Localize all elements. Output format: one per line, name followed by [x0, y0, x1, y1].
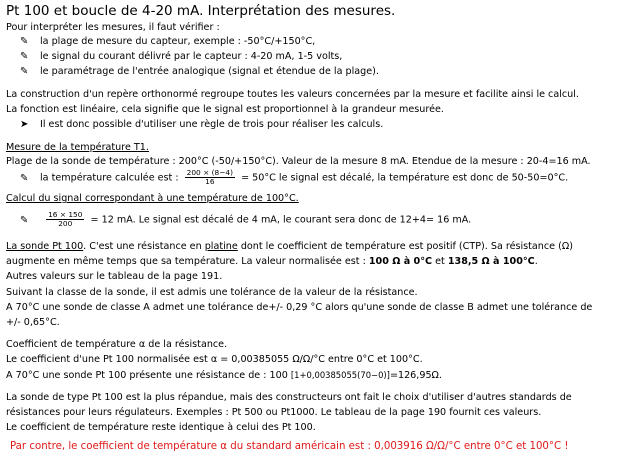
fraction: $\frac{200 \times (8-4)}{16}$: [186, 168, 234, 186]
calcul-line: ✎ $\frac{16 \times 150}{200}$ = 12 mA. Le signal est décalé de 4 mA, le courant sera donc de 12+4= 16 mA.: [20, 210, 472, 228]
check-item: ✎ la plage de mesure du capteur, exemple : -50°C/+150°C,: [20, 36, 316, 47]
sonde-line: Autres valeurs sur le tableau de la page 191.: [6, 271, 223, 282]
calcul-heading: Calcul du signal correspondant à une température de 100°C.: [6, 193, 299, 204]
pencil-check-icon: ✎: [20, 36, 29, 47]
pencil-check-icon: ✎: [20, 172, 29, 184]
type-line: Le coefficient de température reste identique à celui des Pt 100.: [6, 422, 316, 433]
sonde-line: +/- 0,65°C.: [6, 317, 60, 328]
coef-line: Coefficient de température α de la résistance.: [6, 339, 228, 350]
check-item: ✎ le signal du courant délivré par le capteur : 4-20 mA, 1-5 volts,: [20, 51, 343, 62]
warning-text: Par contre, le coefficient de température α du standard américain est : 0,003916 Ω/Ω/°C entre 0°C et 100°C !: [10, 441, 569, 452]
paragraph-line: La construction d'un repère orthonormé regroupe toutes les valeurs concernées par la mesure et facilite ainsi le calcul.: [6, 89, 579, 100]
mesure-line: Plage de la sonde de température : 200°C (-50/+150°C). Valeur de la mesure 8 mA. Etendue de la mesure : 20-4=16 mA.: [6, 156, 591, 167]
arrow-right-icon: ➤: [20, 119, 29, 130]
pencil-check-icon: ✎: [20, 66, 29, 77]
type-line: résistances pour leurs régulateurs. Exemples : Pt 500 ou Pt1000. Le tableau de la page 190 fournit ces valeurs.: [6, 407, 542, 418]
sonde-line: Suivant la classe de la sonde, il est admis une tolérance de la valeur de la résistance.: [6, 287, 418, 298]
sonde-link: La sonde Pt 100: [6, 241, 84, 252]
sonde-line: La sonde Pt 100. C'est une résistance en platine dont le coefficient de température est positif (CTP). Sa résistance (Ω): [6, 241, 573, 252]
mesure-calc: ✎ la température calculée est : $\frac{200 \times (8-4)}{16}$ = 50°C le signal est décalé, la température est donc de 50-50=0°C.: [20, 168, 569, 186]
coef-line: A 70°C une sonde Pt 100 présente une résistance de : 100 [1+0,00385055(70−0)]=126,95Ω.: [6, 370, 442, 381]
coef-line: Le coefficient d'une Pt 100 normalisée est α = 0,00385055 Ω/Ω/°C entre 0°C et 100°C.: [6, 354, 423, 365]
paragraph-line: La fonction est linéaire, cela signifie que le signal est proportionnel à la grandeur mesurée.: [6, 104, 444, 115]
fraction: $\frac{16 \times 150}{200}$: [48, 210, 83, 228]
rule-of-three-note: ➤ Il est donc possible d'utiliser une règle de trois pour réaliser les calculs.: [20, 119, 384, 130]
sonde-line: augmente en même temps que sa température. La valeur normalisée est : 100 Ω à 0°C et 138,5 Ω à 100°C.: [6, 256, 538, 267]
pencil-check-icon: ✎: [20, 214, 29, 226]
mesure-heading: Mesure de la température T1.: [6, 142, 149, 153]
platine-link: platine: [204, 241, 238, 252]
type-line: La sonde de type Pt 100 est la plus répandue, mais des constructeurs ont fait le choix d'utiliser d'autres standards de: [6, 392, 572, 403]
intro-text: Pour interpréter les mesures, il faut vérifier :: [6, 22, 220, 33]
pencil-check-icon: ✎: [20, 51, 29, 62]
check-item: ✎ le paramétrage de l'entrée analogique (signal et étendue de la plage).: [20, 66, 379, 77]
page-title: Pt 100 et boucle de 4-20 mA. Interprétation des mesures.: [6, 3, 396, 19]
sonde-line: A 70°C une sonde de classe A admet une tolérance de+/- 0,29 °C alors qu'une sonde de classe B admet une tolérance de: [6, 302, 593, 313]
formula: [1+0,00385055(70−0)]: [290, 370, 390, 380]
